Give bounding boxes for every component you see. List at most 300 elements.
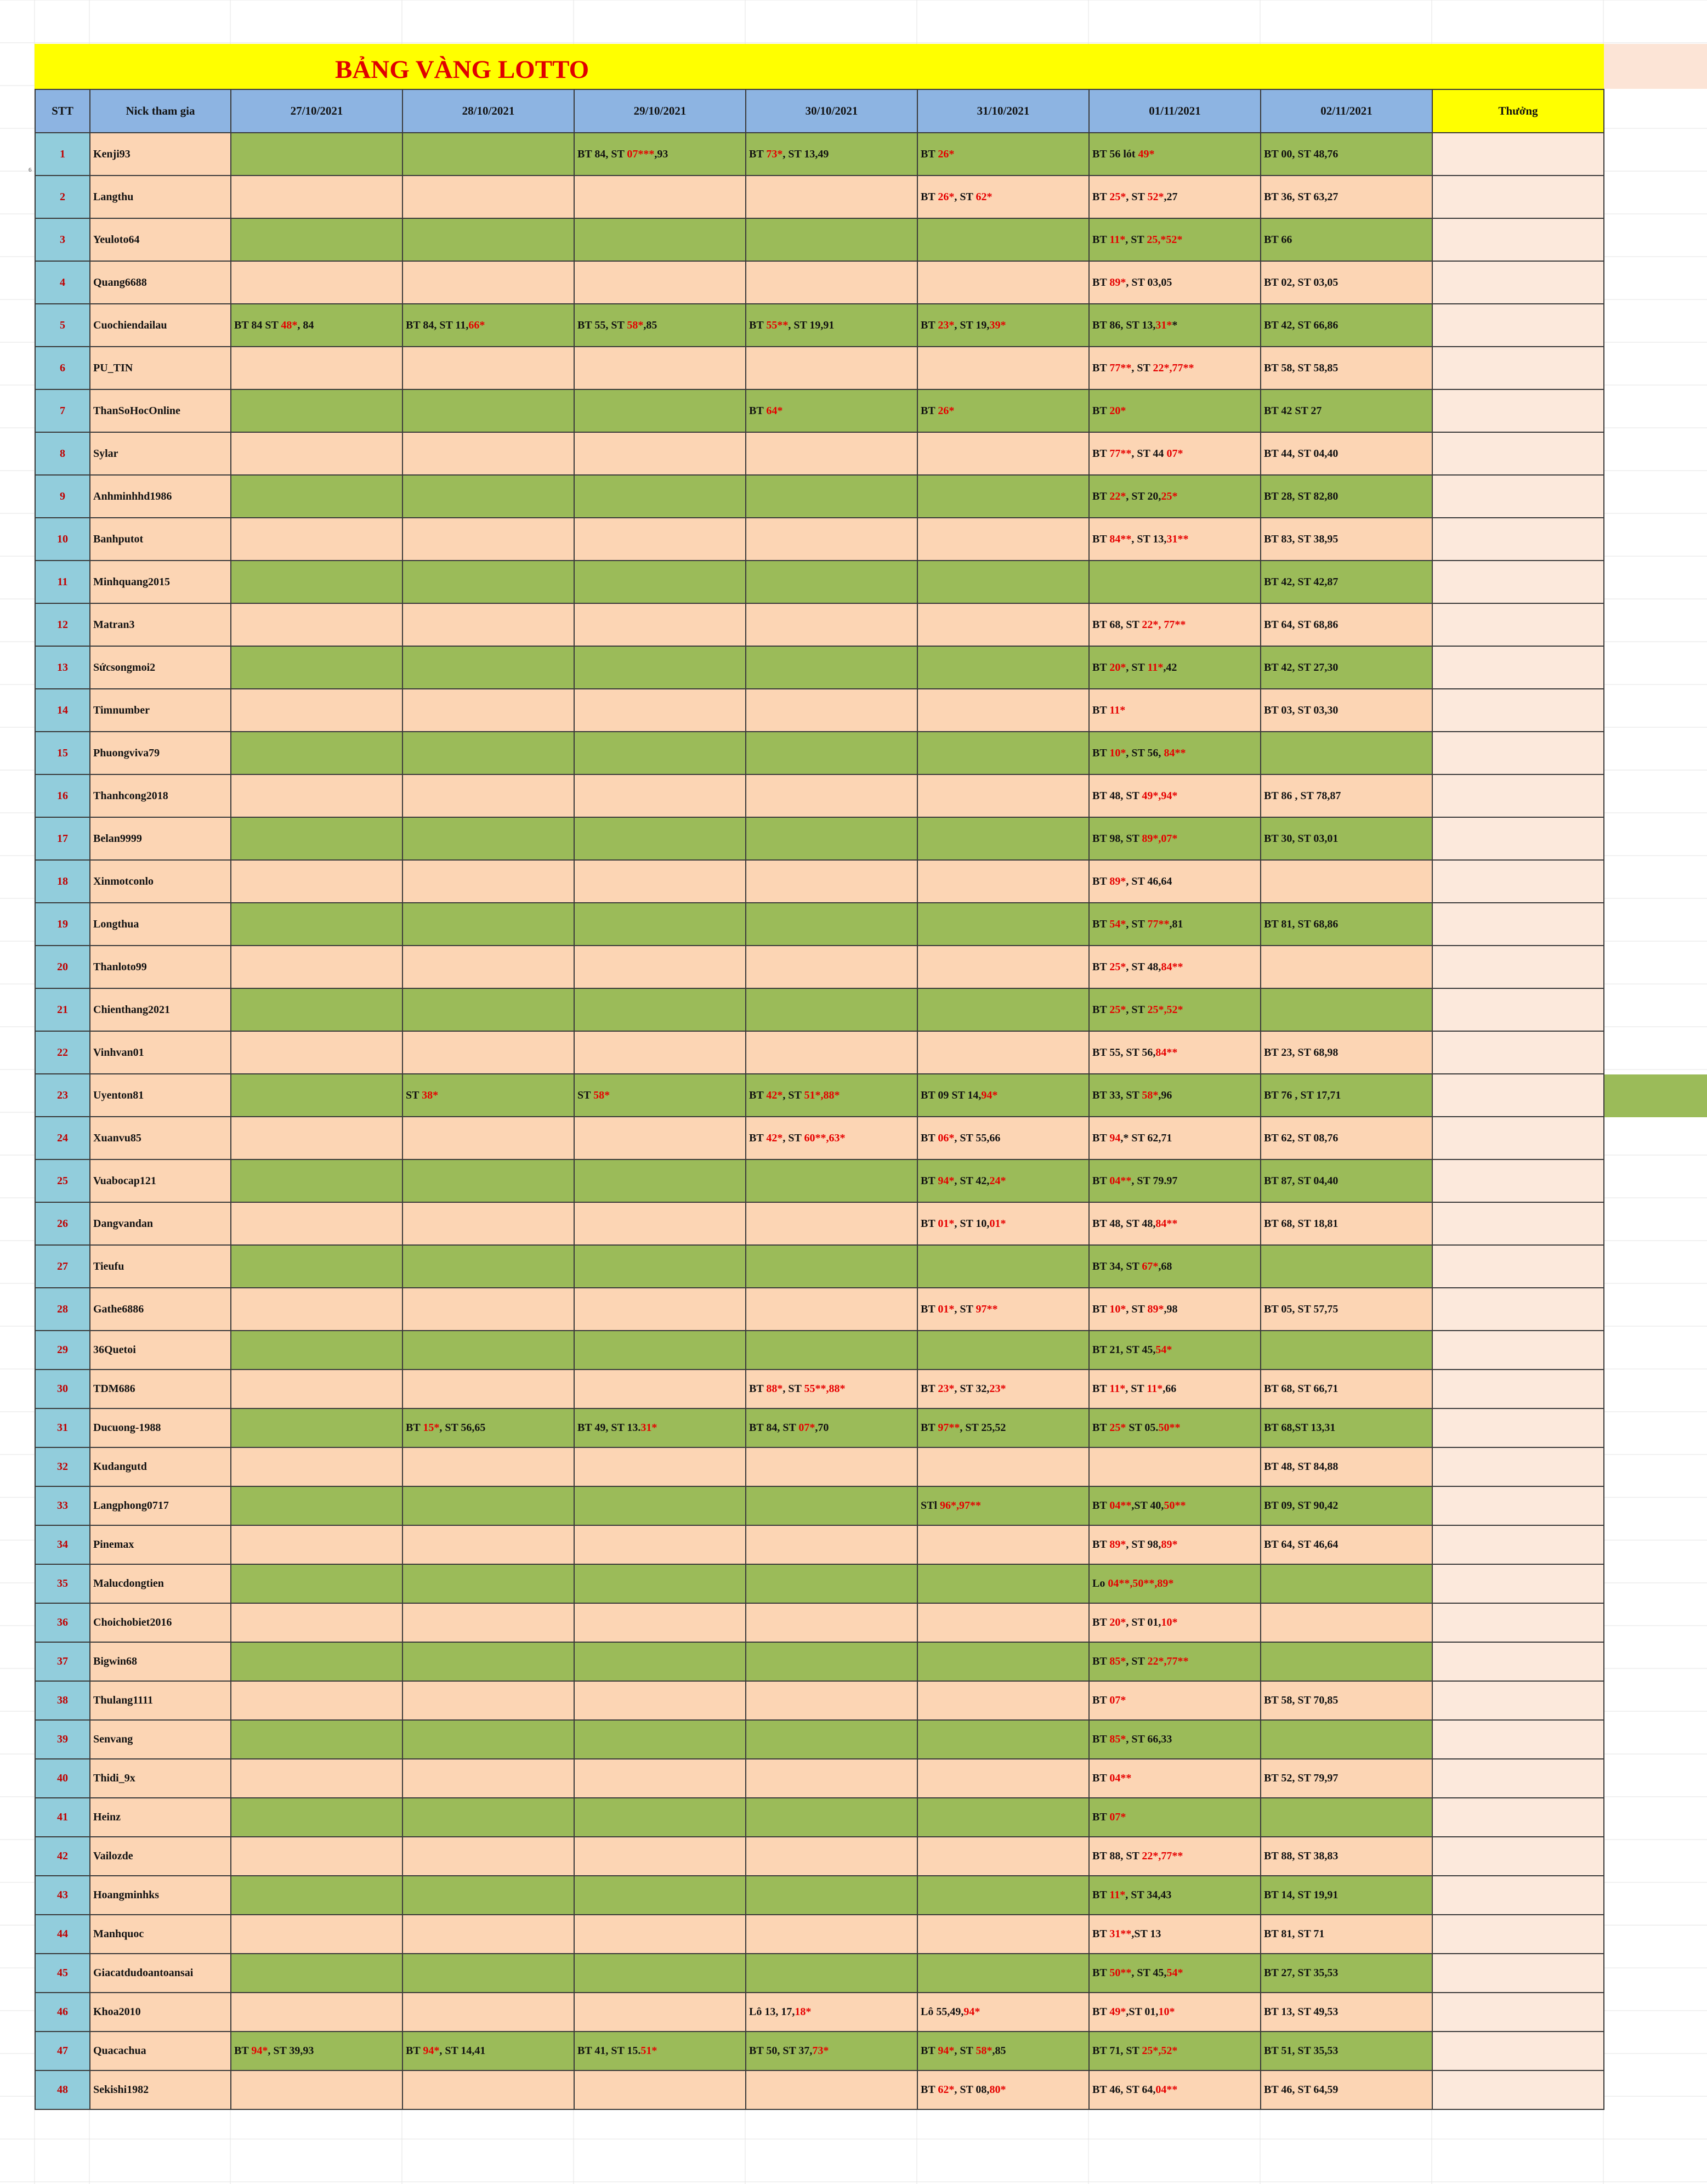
day-cell: BT 88, ST 22*,77** (1089, 1837, 1261, 1876)
day-cell (917, 1837, 1089, 1876)
day-cell: BT 15*, ST 56,65 (402, 1408, 574, 1447)
day-cell (402, 1954, 574, 1993)
day-cell (402, 903, 574, 946)
highlighted-number: 11* (1109, 1383, 1126, 1395)
reward-cell (1432, 389, 1604, 432)
highlighted-number: 58* (976, 2045, 993, 2057)
day-cell: BT 55, ST 58*,85 (574, 304, 746, 347)
nick-cell: Langphong0717 (90, 1486, 231, 1525)
day-cell (574, 518, 746, 561)
day-cell (574, 1993, 746, 2032)
highlighted-number: 84** (1109, 533, 1132, 545)
table-row (35, 689, 1604, 732)
reward-cell (1432, 1993, 1604, 2032)
day-cell: BT 62, ST 08,76 (1261, 1117, 1432, 1159)
day-cell (402, 1447, 574, 1486)
nick-cell: Chienthang2021 (90, 988, 231, 1031)
nick-cell: Dangvandan (90, 1202, 231, 1245)
day-cell: BT 66 (1261, 218, 1432, 261)
day-cell: BT 55**, ST 19,91 (746, 304, 917, 347)
highlighted-number: 07* (1109, 1694, 1126, 1706)
day-cell (746, 646, 917, 689)
highlighted-number: 94* (963, 2006, 980, 2018)
highlighted-number: 73* (812, 2045, 829, 2057)
highlighted-number: 11* (1147, 1383, 1163, 1395)
table-row (35, 1798, 1604, 1837)
day-cell (402, 1759, 574, 1798)
table-row (35, 646, 1604, 689)
reward-cell (1432, 1798, 1604, 1837)
day-cell (917, 1798, 1089, 1837)
day-cell (231, 1288, 402, 1331)
highlighted-number: 66* (468, 319, 485, 331)
day-cell (402, 1370, 574, 1408)
day-cell (746, 475, 917, 518)
day-cell (231, 732, 402, 774)
nick-cell: Quang6688 (90, 261, 231, 304)
highlighted-number: 01* (938, 1217, 955, 1230)
day-cell (574, 1915, 746, 1954)
stt-cell: 4 (35, 261, 90, 304)
day-cell (402, 1876, 574, 1915)
highlighted-number: 31* (1155, 319, 1172, 331)
highlighted-number: 97** (976, 1303, 998, 1315)
day-cell: BT 23, ST 68,98 (1261, 1031, 1432, 1074)
highlighted-number: 23* (938, 1383, 955, 1395)
highlighted-number: 25,*52* (1147, 233, 1183, 246)
nick-cell: Timnumber (90, 689, 231, 732)
day-cell (231, 1031, 402, 1074)
day-cell (402, 1837, 574, 1876)
highlighted-number: 26* (938, 148, 955, 160)
nick-cell: Uyenton81 (90, 1074, 231, 1117)
day-cell (402, 860, 574, 903)
table-body (35, 133, 1604, 2109)
day-cell: BT 26* (917, 389, 1089, 432)
table-row (35, 304, 1604, 347)
day-cell (574, 1798, 746, 1837)
stt-cell: 27 (35, 1245, 90, 1288)
day-cell (746, 946, 917, 988)
stt-cell: 45 (35, 1954, 90, 1993)
table-row (35, 1074, 1604, 1117)
day-cell (746, 988, 917, 1031)
table-row (35, 1486, 1604, 1525)
day-cell (574, 988, 746, 1031)
header-date-3: 29/10/2021 (574, 89, 746, 133)
day-cell (574, 218, 746, 261)
day-cell: BT 84**, ST 13,31** (1089, 518, 1261, 561)
stt-cell: 31 (35, 1408, 90, 1447)
day-cell (917, 1759, 1089, 1798)
table-row (35, 2032, 1604, 2070)
day-cell: BT 09 ST 14,94* (917, 1074, 1089, 1117)
day-cell: BT 85*, ST 66,33 (1089, 1720, 1261, 1759)
stt-cell: 33 (35, 1486, 90, 1525)
day-cell (574, 1564, 746, 1603)
day-cell (746, 1681, 917, 1720)
day-cell: BT 11*, ST 25,*52* (1089, 218, 1261, 261)
day-cell (746, 261, 917, 304)
day-cell: BT 20*, ST 01,10* (1089, 1603, 1261, 1642)
reward-cell (1432, 1288, 1604, 1331)
highlighted-number: 48* (281, 319, 298, 331)
day-cell (1261, 860, 1432, 903)
day-cell (231, 1159, 402, 1202)
day-cell: BT 58, ST 58,85 (1261, 347, 1432, 389)
header-date-5: 31/10/2021 (917, 89, 1089, 133)
day-cell (231, 347, 402, 389)
nick-cell: Bigwin68 (90, 1642, 231, 1681)
day-cell (402, 1159, 574, 1202)
day-cell: BT 04** (1089, 1759, 1261, 1798)
highlighted-number: 52* (1147, 190, 1164, 203)
day-cell: BT 23*, ST 19,39* (917, 304, 1089, 347)
reward-cell (1432, 860, 1604, 903)
day-cell: BT 44, ST 04,40 (1261, 432, 1432, 475)
table-row (35, 1370, 1604, 1408)
day-cell (402, 1525, 574, 1564)
day-cell: BT 48, ST 84,88 (1261, 1447, 1432, 1486)
day-cell (574, 1245, 746, 1288)
day-cell (231, 389, 402, 432)
day-cell (574, 1759, 746, 1798)
reward-cell (1432, 1447, 1604, 1486)
highlighted-number: 01* (989, 1217, 1006, 1230)
reward-cell (1432, 347, 1604, 389)
stt-cell: 37 (35, 1642, 90, 1681)
highlighted-number: 25* (1161, 490, 1178, 502)
day-cell (1261, 946, 1432, 988)
highlighted-number: 25* (1109, 190, 1126, 203)
day-cell (402, 1915, 574, 1954)
table-row (35, 1720, 1604, 1759)
day-cell (917, 946, 1089, 988)
nick-cell: Vuabocap121 (90, 1159, 231, 1202)
day-cell: ST 38* (402, 1074, 574, 1117)
stt-cell: 35 (35, 1564, 90, 1603)
day-cell: BT 34, ST 67*,68 (1089, 1245, 1261, 1288)
day-cell (231, 218, 402, 261)
reward-cell (1432, 176, 1604, 218)
highlighted-number: 04** (1109, 1174, 1132, 1187)
stt-cell: 9 (35, 475, 90, 518)
day-cell (231, 860, 402, 903)
day-cell (1089, 1447, 1261, 1486)
highlighted-number: 89* (1161, 1538, 1178, 1551)
stt-cell: 48 (35, 2070, 90, 2109)
stt-cell: 30 (35, 1370, 90, 1408)
reward-cell (1432, 1331, 1604, 1370)
day-cell (746, 1876, 917, 1915)
day-cell: BT 09, ST 90,42 (1261, 1486, 1432, 1525)
header-date-1: 27/10/2021 (231, 89, 402, 133)
table-row (35, 1525, 1604, 1564)
day-cell (574, 646, 746, 689)
reward-cell (1432, 1245, 1604, 1288)
day-cell (402, 988, 574, 1031)
nick-cell: Xuanvu85 (90, 1117, 231, 1159)
day-cell (574, 475, 746, 518)
day-cell: BT 42*, ST 51*,88* (746, 1074, 917, 1117)
reward-cell (1432, 1837, 1604, 1876)
day-cell (746, 1954, 917, 1993)
table-row (35, 347, 1604, 389)
day-cell: BT 31**,ST 13 (1089, 1915, 1261, 1954)
highlighted-number: 04**,50**,89* (1108, 1577, 1174, 1589)
reward-cell (1432, 218, 1604, 261)
stt-cell: 34 (35, 1525, 90, 1564)
highlighted-number: 20* (1109, 1616, 1126, 1628)
day-cell (574, 389, 746, 432)
day-cell (574, 1331, 746, 1370)
highlighted-number: 31** (1166, 533, 1189, 545)
table-row (35, 1564, 1604, 1603)
highlighted-number: 58* (593, 1089, 610, 1101)
reward-cell (1432, 1876, 1604, 1915)
highlighted-number: 89*,07* (1142, 832, 1178, 845)
day-cell: BT 85*, ST 22*,77** (1089, 1642, 1261, 1681)
reward-cell (1432, 603, 1604, 646)
day-cell (574, 1447, 746, 1486)
stt-cell: 32 (35, 1447, 90, 1486)
day-cell: BT 50, ST 37,73* (746, 2032, 917, 2070)
day-cell: BT 10*, ST 89*,98 (1089, 1288, 1261, 1331)
day-cell (231, 1331, 402, 1370)
day-cell: BT 98, ST 89*,07* (1089, 817, 1261, 860)
day-cell: BT 49*,ST 01,10* (1089, 1993, 1261, 2032)
reward-cell (1432, 1759, 1604, 1798)
day-cell (917, 689, 1089, 732)
stt-cell: 20 (35, 946, 90, 988)
reward-cell (1432, 732, 1604, 774)
table-row (35, 518, 1604, 561)
reward-cell (1432, 646, 1604, 689)
day-cell (1261, 1331, 1432, 1370)
highlighted-number: 85* (1109, 1733, 1126, 1745)
table-row (35, 1408, 1604, 1447)
day-cell (917, 903, 1089, 946)
day-cell (917, 1031, 1089, 1074)
day-cell (402, 603, 574, 646)
day-cell (231, 1954, 402, 1993)
reward-cell (1432, 988, 1604, 1031)
highlighted-number: 89* (1147, 1303, 1164, 1315)
highlighted-number: 55** (766, 319, 789, 331)
highlighted-number: 60**,63* (804, 1131, 846, 1144)
stt-cell: 18 (35, 860, 90, 903)
table-row (35, 1288, 1604, 1331)
day-cell: BT 84, ST 11,66* (402, 304, 574, 347)
day-cell (574, 774, 746, 817)
reward-cell (1432, 133, 1604, 176)
highlighted-number: 84** (1155, 1046, 1178, 1059)
day-cell (231, 603, 402, 646)
day-cell (917, 347, 1089, 389)
stt-cell: 44 (35, 1915, 90, 1954)
day-cell (746, 1159, 917, 1202)
day-cell (402, 1993, 574, 2032)
day-cell (231, 1245, 402, 1288)
highlighted-number: 94 (1109, 1131, 1121, 1144)
highlighted-number: 49* (1138, 148, 1155, 160)
table-row (35, 1954, 1604, 1993)
day-cell (574, 176, 746, 218)
day-cell (402, 1117, 574, 1159)
highlighted-number: 20* (1109, 404, 1126, 417)
stt-cell: 7 (35, 389, 90, 432)
day-cell (231, 1759, 402, 1798)
table-row (35, 432, 1604, 475)
day-cell: BT 94*, ST 42,24* (917, 1159, 1089, 1202)
highlighted-number: 77** (1109, 447, 1132, 460)
highlighted-number: 54* (1109, 918, 1126, 930)
day-cell (574, 1525, 746, 1564)
day-cell: BT 64, ST 68,86 (1261, 603, 1432, 646)
reward-cell (1432, 774, 1604, 817)
reward-cell (1432, 689, 1604, 732)
nick-cell: Vinhvan01 (90, 1031, 231, 1074)
day-cell (402, 1564, 574, 1603)
day-cell: BT 11*, ST 11*,66 (1089, 1370, 1261, 1408)
nick-cell: Quacachua (90, 2032, 231, 2070)
day-cell: BT 04**, ST 79.97 (1089, 1159, 1261, 1202)
day-cell (402, 261, 574, 304)
day-cell: BT 83, ST 38,95 (1261, 518, 1432, 561)
day-cell (231, 1564, 402, 1603)
reward-cell (1432, 1159, 1604, 1202)
day-cell (402, 1681, 574, 1720)
highlighted-number: 07* (1109, 1811, 1126, 1823)
day-cell (574, 860, 746, 903)
day-cell (231, 1525, 402, 1564)
day-cell (746, 518, 917, 561)
day-cell (574, 903, 746, 946)
stt-cell: 10 (35, 518, 90, 561)
day-cell: BT 94,* ST 62,71 (1089, 1117, 1261, 1159)
day-cell: BT 10*, ST 56, 84** (1089, 732, 1261, 774)
day-cell (746, 1447, 917, 1486)
header-date-6: 01/11/2021 (1089, 89, 1261, 133)
title-banner (35, 44, 1604, 89)
day-cell: BT 03, ST 03,30 (1261, 689, 1432, 732)
day-cell: BT 87, ST 04,40 (1261, 1159, 1432, 1202)
stt-cell: 41 (35, 1798, 90, 1837)
day-cell (917, 1954, 1089, 1993)
day-cell (402, 2070, 574, 2109)
stt-cell: 16 (35, 774, 90, 817)
day-cell: BT 77**, ST 44 07* (1089, 432, 1261, 475)
table-row (35, 1837, 1604, 1876)
stt-cell: 8 (35, 432, 90, 475)
highlighted-number: 54* (1166, 1967, 1183, 1979)
day-cell (746, 1915, 917, 1954)
reward-cell (1432, 1525, 1604, 1564)
highlighted-number: 18* (795, 2006, 812, 2018)
day-cell (917, 817, 1089, 860)
highlighted-number: 10* (1109, 746, 1126, 759)
nick-cell: Hoangminhks (90, 1876, 231, 1915)
nick-cell: Choichobiet2016 (90, 1603, 231, 1642)
highlighted-number: 26* (938, 404, 955, 417)
day-cell (746, 603, 917, 646)
day-cell: BT 89*, ST 98,89* (1089, 1525, 1261, 1564)
table-row (35, 603, 1604, 646)
day-cell: BT 81, ST 71 (1261, 1915, 1432, 1954)
sheet-title: BẢNG VÀNG LOTTO (335, 55, 589, 84)
day-cell: BT 68, ST 22*, 77** (1089, 603, 1261, 646)
table-row (35, 1031, 1604, 1074)
table-row (35, 946, 1604, 988)
stt-cell: 47 (35, 2032, 90, 2070)
day-cell: BT 05, ST 57,75 (1261, 1288, 1432, 1331)
highlighted-number: 23* (938, 319, 955, 331)
highlighted-number: 06* (938, 1131, 955, 1144)
day-cell (231, 518, 402, 561)
stt-cell: 43 (35, 1876, 90, 1915)
stt-cell: 38 (35, 1681, 90, 1720)
table-row (35, 561, 1604, 603)
highlighted-number: 24* (989, 1174, 1006, 1187)
stt-cell: 19 (35, 903, 90, 946)
day-cell (917, 1720, 1089, 1759)
highlighted-number: 11* (1109, 704, 1126, 716)
highlighted-number: 94* (938, 2045, 955, 2057)
stray-cell-mark: 6 (29, 167, 32, 173)
nick-cell: Yeuloto64 (90, 218, 231, 261)
highlighted-number: 73* (766, 148, 783, 160)
day-cell (574, 1603, 746, 1642)
highlighted-number: 51* (640, 2045, 657, 2057)
highlighted-number: 39* (989, 319, 1006, 331)
day-cell (574, 1486, 746, 1525)
day-cell: BT 26*, ST 62* (917, 176, 1089, 218)
day-cell: BT 50**, ST 45,54* (1089, 1954, 1261, 1993)
day-cell (231, 176, 402, 218)
day-cell (574, 261, 746, 304)
stt-cell: 26 (35, 1202, 90, 1245)
stt-cell: 12 (35, 603, 90, 646)
nick-cell: Heinz (90, 1798, 231, 1837)
day-cell: BT 11* (1089, 689, 1261, 732)
day-cell: BT 42, ST 66,86 (1261, 304, 1432, 347)
day-cell (746, 774, 917, 817)
day-cell (746, 1759, 917, 1798)
day-cell (917, 1876, 1089, 1915)
nick-cell: Sylar (90, 432, 231, 475)
highlighted-number: 38* (422, 1089, 439, 1101)
day-cell (231, 1915, 402, 1954)
day-cell (231, 1993, 402, 2032)
highlighted-number: 11* (1109, 1889, 1126, 1901)
highlighted-number: 49*,94* (1142, 789, 1178, 802)
day-cell (917, 603, 1089, 646)
table-row (35, 1759, 1604, 1798)
day-cell (231, 2070, 402, 2109)
day-cell: Lo 04**,50**,89* (1089, 1564, 1261, 1603)
reward-cell (1432, 304, 1604, 347)
day-cell: BT 51, ST 35,53 (1261, 2032, 1432, 2070)
day-cell (231, 432, 402, 475)
day-cell (402, 1642, 574, 1681)
reward-cell (1432, 817, 1604, 860)
table-row (35, 133, 1604, 176)
table-row (35, 1993, 1604, 2032)
day-cell (402, 1603, 574, 1642)
day-cell: BT 06*, ST 55,66 (917, 1117, 1089, 1159)
nick-cell: Giacatdudoantoansai (90, 1954, 231, 1993)
highlighted-number: 84** (1155, 1217, 1178, 1230)
